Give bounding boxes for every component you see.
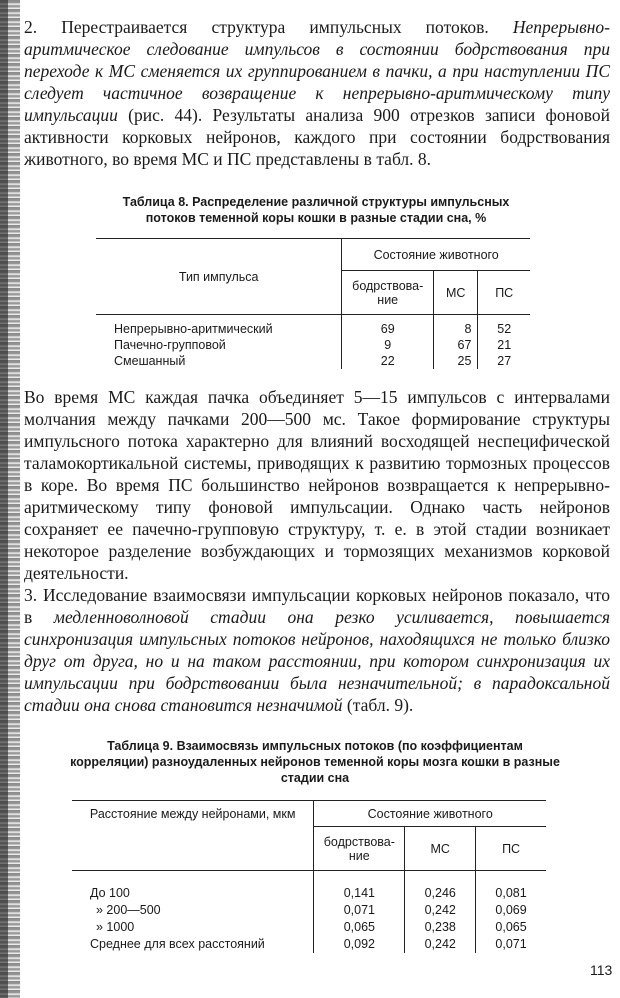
table-cell: 0,081: [476, 885, 546, 902]
table-9-group-header: Состояние животного: [314, 801, 546, 827]
table-cell: 52: [478, 321, 530, 337]
table-8-caption: Таблица 8. Распределение различной структуры импульсных потоков теменной коры кошки в разные стадии сна, %: [122, 195, 510, 225]
italic-run: Непрерывно-аритмическое следование импульсов в состоянии бодрствования при переходе к МС сменяется их группированием в пачки, а при наступлении ПС следует частичное возвращение к непрерывно-аритмическому типу импульсации: [24, 17, 610, 125]
text-run: 2. Перестраивается структура импульсных потоков.: [24, 17, 513, 37]
table-cell: 9: [342, 337, 434, 353]
table-8-row-header: Тип импульса: [178, 269, 259, 284]
table-8-col-header: ПС: [478, 271, 530, 315]
table-9-row-label: Среднее для всех расстояний: [90, 937, 265, 951]
table-9-row-label: » 1000: [96, 920, 135, 934]
binding-edge: [0, 0, 8, 998]
table-8-row-label: Смешанный: [114, 353, 186, 368]
table-cell: 8: [434, 321, 478, 337]
table-row: [72, 902, 546, 919]
table-8-row-label: Непрерывно-аритмический: [114, 321, 273, 336]
table-cell: 67: [434, 337, 478, 353]
table-cell: 0,092: [314, 936, 405, 953]
paragraph-2: [24, 386, 610, 584]
table-cell: 22: [342, 353, 434, 369]
paragraph-2-text: Во время МС каждая пачка объединяет 5—15 импульсов с интервалами молчания между пачками 200—500 мс. Такое формирование структуры импульсного потока характерно для влияний восходящей неспецифической таламокортикальной системы, приводящих к развитию тормозных процессов в коре. Во время ПС большинство нейронов возвращается к непрерывно-аритмическому типу фоновой импульсации. Однако часть нейронов сохраняет ее пачечно-групповую структуру, т. е. в этой стадии возникает некоторое разделение возбуждающих и тормозящих механизмов корковой деятельности.: [24, 387, 610, 583]
table-9-col-header: МС: [405, 827, 476, 871]
paragraph-1-text: [24, 16, 610, 170]
table-9-row-label: » 200—500: [96, 903, 161, 917]
table-8-row-label: Пачечно-групповой: [114, 337, 226, 352]
italic-run: медленноволновой стадии она резко усиливается, повышается синхронизация импульсных потоков нейронов, находящихся не только близко друг от друга, но и на таком расстоянии, при котором синхронизация их импульсации при бодрствовании была незначительной; в парадоксальной стадии она снова становится незначимой: [24, 607, 610, 715]
table-cell: 0,065: [314, 919, 405, 936]
table-cell: 0,071: [476, 936, 546, 953]
table-cell: 69: [342, 321, 434, 337]
table-cell: 0,242: [405, 936, 476, 953]
paragraph-1: [24, 16, 610, 170]
table-9-row-label: До 100: [90, 886, 130, 900]
table-row: [72, 885, 546, 902]
text-run: 3. Исследование взаимосвязи импульсации корковых нейронов показало, что в: [24, 585, 610, 627]
text-run: (рис. 44). Результаты анализа 900 отрезков записи фоновой активности корковых нейронов, каждого при состоянии бодрствования животного, во время МС и ПС представлены в табл. 8.: [24, 105, 610, 169]
paragraph-3: [24, 584, 610, 716]
table-8-col-header: МС: [434, 271, 478, 315]
table-row: [96, 321, 530, 337]
table-9: [72, 800, 546, 953]
table-row: [72, 936, 546, 953]
table-row: [96, 353, 530, 369]
table-cell: 27: [478, 353, 530, 369]
table-cell: 0,071: [314, 902, 405, 919]
table-9-col-header: ПС: [476, 827, 546, 871]
table-8-col-header: бодрствова-ние: [342, 271, 434, 315]
table-9-col-header: бодрствова-ние: [314, 827, 405, 871]
table-cell: 0,246: [405, 885, 476, 902]
table-cell: 0,065: [476, 919, 546, 936]
table-8: [96, 238, 530, 369]
table-cell: 25: [434, 353, 478, 369]
table-cell: 0,069: [476, 902, 546, 919]
table-cell: 0,141: [314, 885, 405, 902]
table-row: [72, 919, 546, 936]
paragraph-3-text: [24, 584, 610, 716]
table-9-row-header: Расстояние между нейронами, мкм: [89, 807, 296, 821]
table-cell: 21: [478, 337, 530, 353]
text-run: (табл. 9).: [342, 695, 414, 715]
table-cell: 0,242: [405, 902, 476, 919]
table-8-group-header: Состояние животного: [342, 239, 530, 271]
table-9-caption: Таблица 9. Взаимосвязь импульсных потоков (по коэффициентам корреляции) разноудаленных нейронов теменной коры мозга кошки в разные стадии сна: [70, 739, 560, 785]
table-row: [96, 337, 530, 353]
page-number: 113: [590, 962, 613, 978]
table-cell: 0,238: [405, 919, 476, 936]
